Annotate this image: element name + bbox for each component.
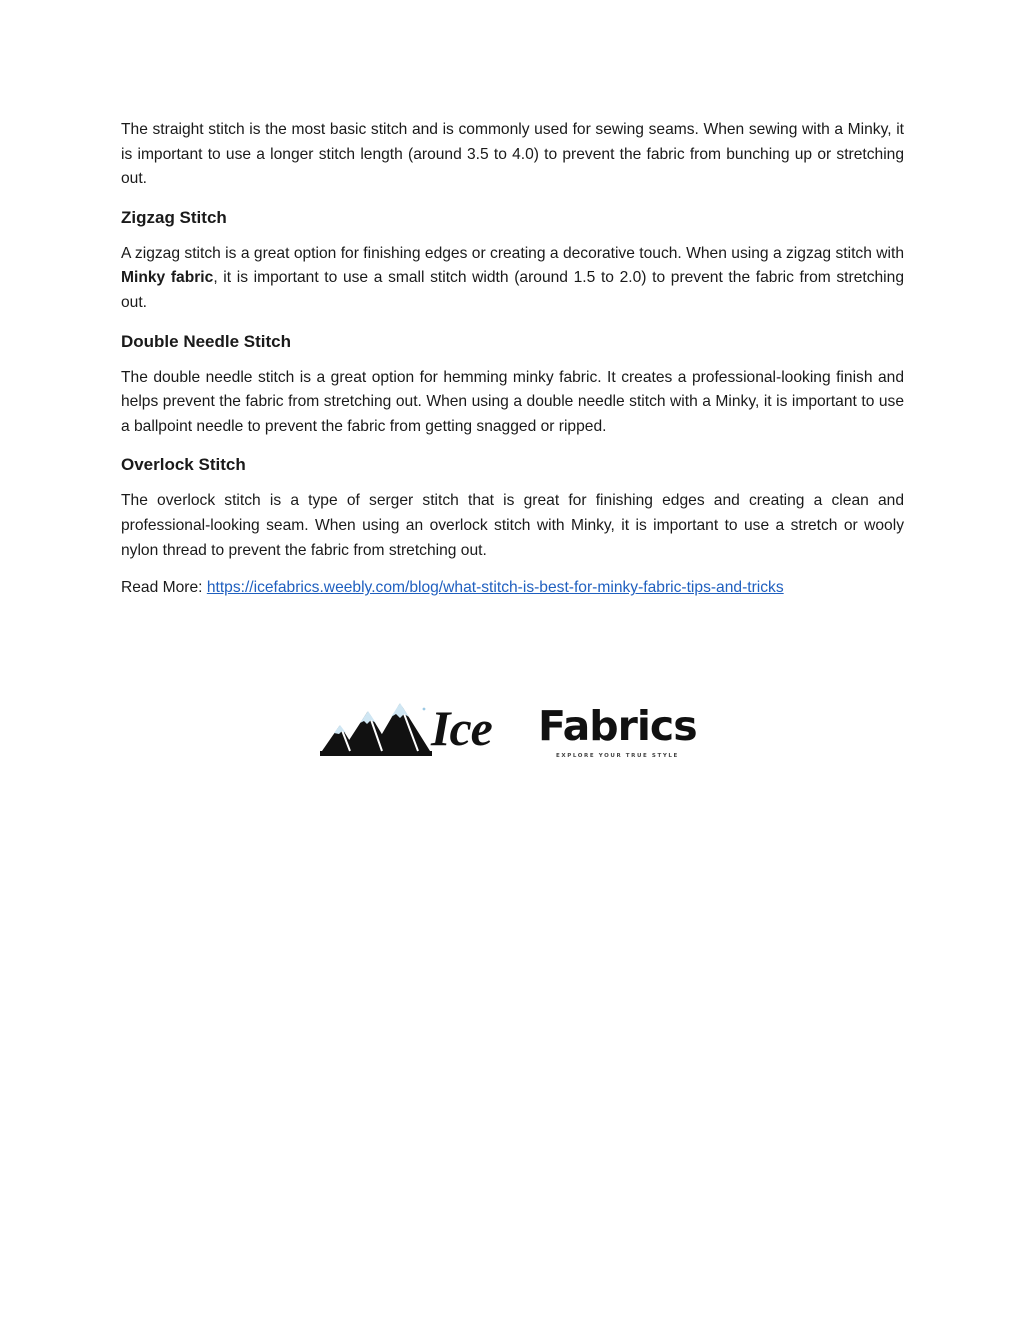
mountains-icon: [320, 699, 432, 757]
read-more-link[interactable]: https://icefabrics.weebly.com/blog/what-stitch-is-best-for-minky-fabric-tips-and-tricks: [206, 579, 784, 597]
zigzag-text-before: A zigzag stitch is a great option for finishing edges or creating a decorative touch. When using a zigzag stitch with: [121, 244, 904, 262]
zigzag-text-after: , it is important to use a small stitch width (around 1.5 to 2.0) to prevent the fabric from stretching out.: [121, 269, 904, 311]
heading-double-needle-stitch: Double Needle Stitch: [121, 331, 292, 351]
logo-word-fabrics: Fabrics: [538, 702, 697, 750]
zigzag-paragraph: [121, 242, 904, 316]
overlock-paragraph: The overlock stitch is a type of serger stitch that is great for finishing edges and creating a clean and professional-looking seam. When using an overlock stitch with Minky, it is important to use a stretch or wooly nylon thread to prevent the fabric from stretching out.: [121, 492, 904, 559]
ice-fabrics-logo: [320, 697, 712, 763]
intro-paragraph: The straight stitch is the most basic stitch and is commonly used for sewing seams. When sewing with a Minky, it is important to use a longer stitch length (around 3.5 to 4.0) to prevent the fabric from bunching up or stretching out.: [121, 121, 904, 188]
read-more-line: [121, 576, 904, 600]
logo-word-ice: Ice: [431, 700, 492, 756]
heading-overlock-stitch: Overlock Stitch: [121, 455, 246, 475]
heading-zigzag-stitch: Zigzag Stitch: [121, 207, 227, 227]
minky-fabric-bold: Minky fabric: [121, 269, 214, 287]
document-body: [121, 118, 904, 600]
read-more-label: Read More:: [121, 579, 207, 597]
double-needle-paragraph: The double needle stitch is a great option for hemming minky fabric. It creates a professional-looking finish and helps prevent the fabric from stretching out. When using a double needle stitch with a Minky, it is important to use a ballpoint needle to prevent the fabric from getting snagged or ripped.: [121, 368, 904, 435]
logo-tagline: EXPLORE YOUR TRUE STYLE: [556, 753, 679, 759]
